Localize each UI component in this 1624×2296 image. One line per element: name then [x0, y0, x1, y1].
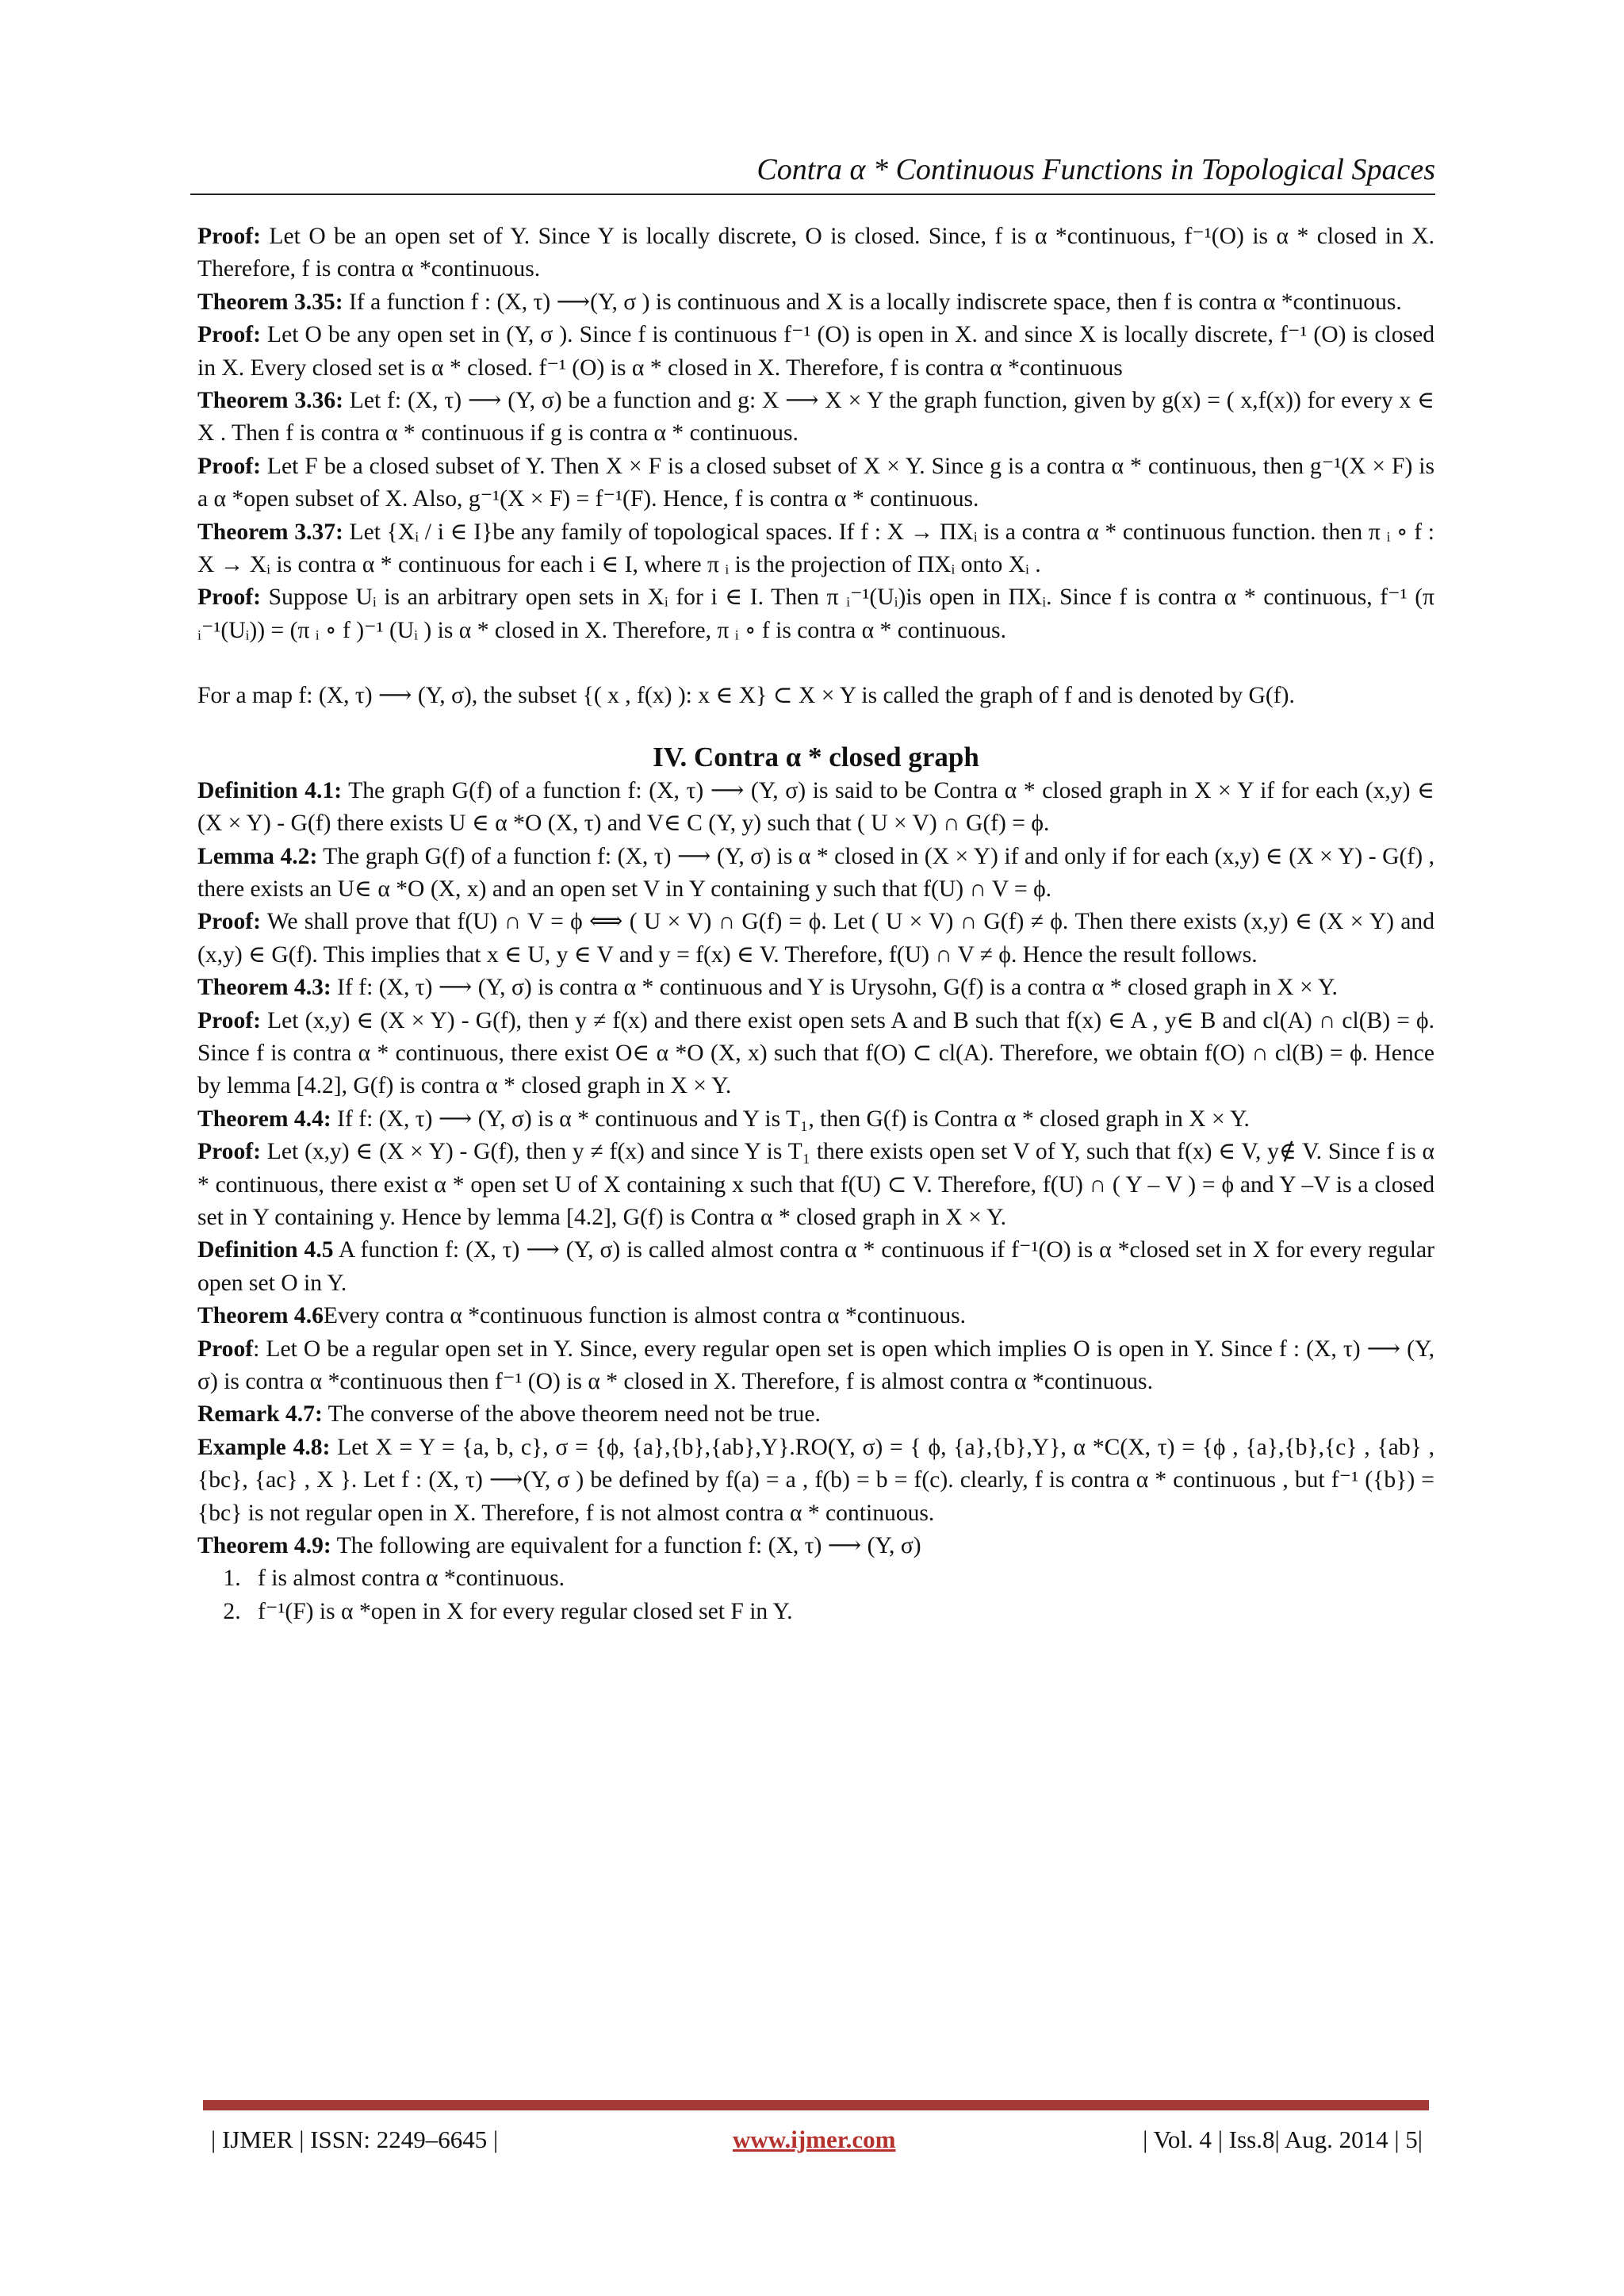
paragraph — [197, 841, 1434, 907]
footer-bar — [203, 2100, 1429, 2110]
paragraph-text: Let (x,y) ∈ (X × Y) - G(f), then y ≠ f(x) and since Y is T₁ there exists open set V of Y, such that f(x) ∈ V, y∉ V. Since f is α * continuous, there exist α * open set U of X containing x such that f(U) ⊂ V. Therefore, f(U) ∩ ( Y – V ) = ϕ and Y –V is a closed set in Y containing y. Hence by lemma [4.2], G(f) is Contra α * closed graph in X × Y. — [197, 1139, 1434, 1230]
paragraph-text: If f: (X, τ) ⟶ (Y, σ) is α * continuous and Y is T₁, then G(f) is Contra α * closed graph in X × Y. — [331, 1106, 1250, 1132]
paragraph-text: The following are equivalent for a function f: (X, τ) ⟶ (Y, σ) — [331, 1533, 921, 1559]
paragraph — [197, 220, 1434, 286]
paragraph-label: Example 4.8: — [197, 1434, 331, 1460]
paragraph-text: Let O be any open set in (Y, σ ). Since f is continuous f⁻¹ (O) is open in X. and since X is locally discrete, f⁻¹ (O) is closed in X. Every closed set is α * closed. f⁻¹ (O) is α * closed in X. Therefore, f is contra α *continuous — [197, 322, 1434, 381]
paragraph-text: The graph G(f) of a function f: (X, τ) ⟶ (Y, σ) is said to be Contra α * closed graph in X × Y if for each (x,y) ∈ (X × Y) - G(f) there exists U ∈ α *O (X, τ) and V∈ C (Y, y) such that ( U × V) ∩ G(f) = ϕ. — [197, 777, 1434, 837]
paragraph-label: Theorem 4.3: — [197, 975, 331, 1001]
paragraph-text: Let f: (X, τ) ⟶ (Y, σ) be a function and g: X ⟶ X × Y the graph function, given by g(x) = ( x,f(x)) for every x ∈ X . Then f is contra α * continuous if g is contra α * continuous. — [197, 388, 1435, 447]
footer-issue-info: | Vol. 4 | Iss.8| Aug. 2014 | 5| — [1143, 2125, 1423, 2153]
paragraph — [197, 1136, 1434, 1234]
paragraph-text: Suppose Uᵢ is an arbitrary open sets in Xᵢ for i ∈ I. Then π ᵢ⁻¹(Uᵢ)is open in ΠXᵢ. Since f is contra α * continuous, f⁻¹ (π ᵢ⁻¹(Uᵢ)) = (π ᵢ ∘ f )⁻¹ (Uᵢ ) is α * closed in X. Therefore, π ᵢ ∘ f is contra α * continuous. — [197, 585, 1434, 643]
paragraph — [197, 1432, 1434, 1530]
paragraph-text: A function f: (X, τ) ⟶ (Y, σ) is called almost contra α * continuous if f⁻¹(O) is α *closed set in X for every regular open set O in Y. — [197, 1237, 1434, 1296]
paragraph — [197, 1398, 1434, 1431]
paragraph-text: Every contra α *continuous function is almost contra α *continuous. — [323, 1303, 967, 1329]
header-rule — [190, 194, 1435, 195]
footer-website-link[interactable]: www.ijmer.com — [733, 2125, 896, 2153]
paragraph-text: If f: (X, τ) ⟶ (Y, σ) is contra α * continuous and Y is Urysohn, G(f) is a contra α * closed graph in X × Y. — [331, 975, 1338, 1001]
paragraph — [197, 581, 1434, 647]
paragraph — [197, 516, 1434, 582]
paragraph — [197, 1300, 1434, 1332]
paragraph — [197, 319, 1434, 385]
footer-journal-info: | IJMER | ISSN: 2249–6645 | — [211, 2125, 499, 2153]
paragraph-text: Let {Xᵢ / i ∈ I}be any family of topological spaces. If f : X → ΠXᵢ is a contra α * continuous function. then π ᵢ ∘ f : X → Xᵢ is contra α * continuous for each i ∈ I, where π ᵢ is the projection of ΠXᵢ onto Xᵢ . — [197, 519, 1434, 578]
paragraph-label: Proof: — [197, 1007, 261, 1033]
paragraph — [197, 1530, 1434, 1562]
paragraph-label: Theorem 3.35: — [197, 289, 343, 315]
paragraph-label: Proof — [197, 1336, 254, 1362]
section-heading: IV. Contra α * closed graph — [653, 741, 979, 772]
paragraph-label: Proof: — [197, 322, 261, 348]
page-body — [197, 220, 1434, 1628]
paragraph-label: Proof: — [197, 585, 261, 611]
paragraph-text: Let O be an open set of Y. Since Y is locally discrete, O is closed. Since, f is α *continuous, f⁻¹(O) is α * closed in X. Therefore, f is contra α *continuous. — [197, 224, 1434, 282]
paragraph — [197, 775, 1434, 841]
paragraph — [197, 286, 1434, 319]
paragraph-label: Theorem 3.37: — [197, 519, 343, 545]
list-item: 1. f is almost contra α *continuous. — [247, 1562, 1434, 1595]
paragraph-label: Theorem 4.6 — [197, 1303, 324, 1329]
paragraph-text: The graph G(f) of a function f: (X, τ) ⟶ (Y, σ) is α * closed in (X × Y) if and only if for each (x,y) ∈ (X × Y) - G(f) , there exists an U∈ α *O (X, x) and an open set V in Y containing y such that f(U) ∩ V = ϕ. — [197, 843, 1434, 902]
paragraph-label: Proof: — [197, 453, 261, 479]
paragraph-label: Proof: — [197, 909, 261, 935]
list-item: 2. f⁻¹(F) is α *open in X for every regular closed set F in Y. — [247, 1596, 1434, 1628]
paragraph-label: Definition 4.5 — [197, 1237, 334, 1263]
running-header-title: Contra α * Continuous Functions in Topological Spaces — [756, 153, 1435, 186]
paragraph-text: We shall prove that f(U) ∩ V = ϕ ⟺ ( U × V) ∩ G(f) = ϕ. Let ( U × V) ∩ G(f) ≠ ϕ. Then there exists (x,y) ∈ (X × Y) and (x,y) ∈ G(f). This implies that x ∈ U, y ∈ V and y = f(x) ∈ V. Therefore, f(U) ∩ V ≠ ϕ. Hence the result follows. — [197, 909, 1434, 968]
paragraph-text: For a map f: (X, τ) ⟶ (Y, σ), the subset {( x , f(x) ): x ∈ X} ⊂ X × Y is called the graph of f and is denoted by G(f). — [197, 683, 1295, 709]
paragraph-text: Let (x,y) ∈ (X × Y) - G(f), then y ≠ f(x) and there exist open sets A and B such that f(x) ∈ A , y∈ B and cl(A) ∩ cl(B) = ϕ. Since f is contra α * continuous, there exist O∈ α *O (X, x) such that f(O) ⊂ cl(A). Therefore, we obtain f(O) ∩ cl(B) = ϕ. Hence by lemma [4.2], G(f) is contra α * closed graph in X × Y. — [197, 1007, 1434, 1099]
paragraph — [197, 1333, 1434, 1399]
paragraph-label: Theorem 4.9: — [197, 1533, 331, 1559]
paragraph — [197, 385, 1434, 450]
paragraph-text: Let X = Y = {a, b, c}, σ = {ϕ, {a},{b},{ab},Y}.RO(Y, σ) = { ϕ, {a},{b},Y}, α *C(X, τ) = {ϕ , {a},{b},{c} , {ab} ,{bc}, {ac} , X }. Let f : (X, τ) ⟶(Y, σ ) be defined by f(a) = a , f(b) = b = f(c). clearly, f is contra α * continuous , but f⁻¹ ({b}) = {bc} is not regular open in X. Therefore, f is not almost contra α * continuous. — [197, 1434, 1434, 1526]
paragraph-label: Lemma 4.2: — [197, 843, 318, 869]
paragraph — [197, 906, 1434, 972]
paragraph-label: Theorem 3.36: — [197, 388, 343, 414]
paragraph — [197, 972, 1434, 1004]
paragraph-label: Proof: — [197, 224, 261, 249]
paragraph-text: The converse of the above theorem need not be true. — [322, 1401, 821, 1428]
paragraph-label: Definition 4.1: — [197, 777, 343, 803]
paragraph-text: If a function f : (X, τ) ⟶(Y, σ ) is continuous and X is a locally indiscrete space, then f is contra α *continuous. — [343, 289, 1402, 315]
paragraph-label: Proof: — [197, 1139, 261, 1165]
paragraph-label: Theorem 4.4: — [197, 1106, 331, 1132]
paragraph — [197, 1234, 1434, 1300]
paragraph — [197, 1005, 1434, 1103]
paragraph — [197, 1103, 1434, 1136]
paragraph — [197, 680, 1434, 712]
paragraph — [197, 450, 1434, 516]
paragraph-text: Let F be a closed subset of Y. Then X × F is a closed subset of X × Y. Since g is a contra α * continuous, then g⁻¹(X × F) is a α *open subset of X. Also, g⁻¹(X × F) = f⁻¹(F). Hence, f is contra α * continuous. — [197, 453, 1434, 512]
equivalence-list — [197, 1562, 1434, 1628]
paragraph-label: Remark 4.7: — [197, 1401, 323, 1428]
paragraph-text: : Let O be a regular open set in Y. Since, every regular open set is open which implies O is open in Y. Since f : (X, τ) ⟶ (Y, σ) is contra α *continuous then f⁻¹ (O) is α * closed in X. Therefore, f is almost contra α *continuous. — [197, 1336, 1434, 1394]
